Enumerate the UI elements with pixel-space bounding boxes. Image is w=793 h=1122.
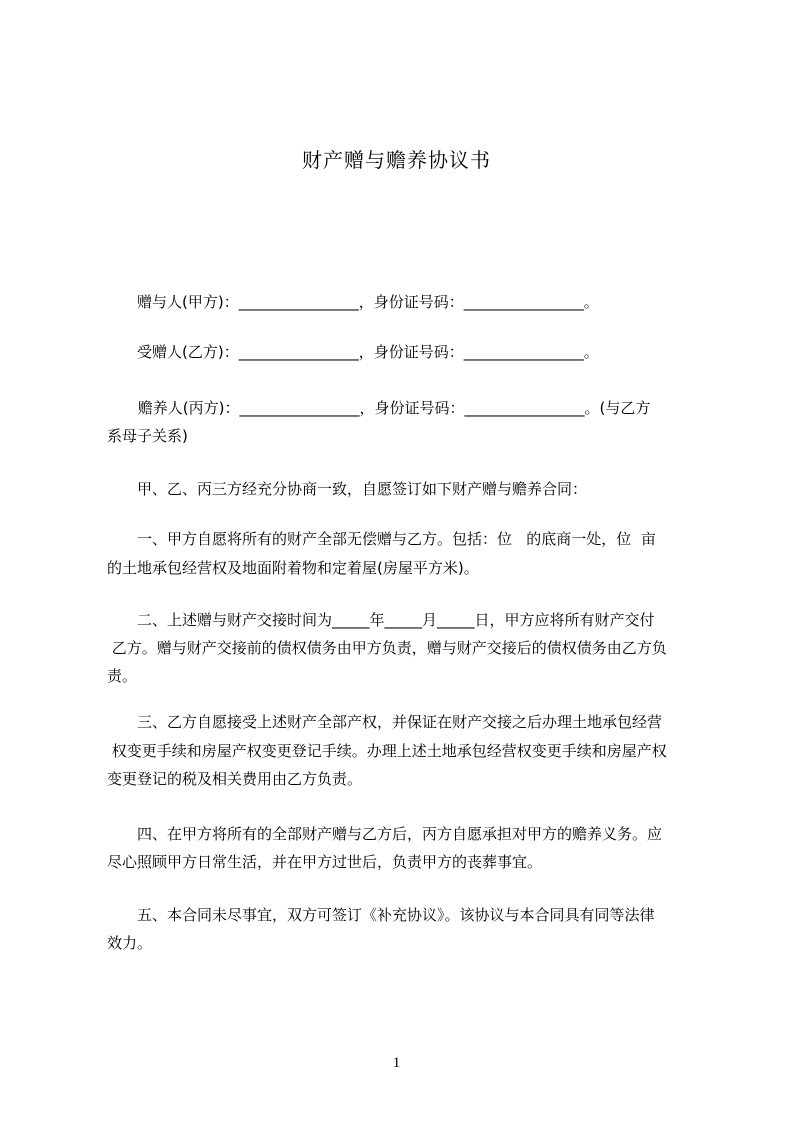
text-line: 变更登记的税及相关费用由乙方负责。 — [107, 770, 363, 788]
page-number: 1 — [392, 1055, 401, 1071]
text-line: 责。 — [107, 667, 138, 685]
text-line: 二、上述赠与财产交接时间为_____年_____月_____日，甲方应将所有财产交付 — [137, 611, 655, 629]
text-line: 四、在甲方将所有的全部财产赠与乙方后，丙方自愿承担对甲方的赡养义务。应 — [137, 825, 663, 843]
text-line: 甲、乙、丙三方经充分协商一致，自愿签订如下财产赠与赡养合同： — [137, 480, 588, 498]
text-line: 一、甲方自愿将所有的财产全部无偿赠与乙方。包括：位 的底商一处，位 亩 — [137, 530, 656, 548]
text-line: 赡养人(丙方)：________________，身份证号码：________________。(与乙方 — [133, 399, 651, 417]
text-line: 效力。 — [107, 934, 153, 952]
text-line: 五、本合同未尽事宜，双方可签订《补充协议》。该协议与本合同具有同等法律 — [137, 906, 655, 924]
text-line: 受赠人(乙方)：________________，身份证号码：________________。 — [137, 343, 599, 361]
text-line: 尽心照顾甲方日常生活，并在甲方过世后，负责甲方的丧葬事宜。 — [107, 853, 543, 871]
document-title: 财产赠与赡养协议书 — [302, 148, 491, 172]
text-line: 赠与人(甲方)：________________，身份证号码：________________。 — [137, 293, 599, 311]
text-line: 的土地承包经营权及地面附着物和定着屋(房屋平方米)。 — [107, 559, 479, 577]
text-line: 系母子关系) — [107, 427, 188, 445]
text-line: 权变更手续和房屋产权变更登记手续。办理上述土地承包经营权变更手续和房屋产权 — [107, 742, 667, 760]
text-line: 三、乙方自愿接受上述财产全部产权，并保证在财产交接之后办理土地承包经营 — [137, 713, 663, 731]
text-line: 乙方。赠与财产交接前的债权债务由甲方负责，赠与财产交接后的债权债务由乙方负 — [107, 639, 667, 657]
